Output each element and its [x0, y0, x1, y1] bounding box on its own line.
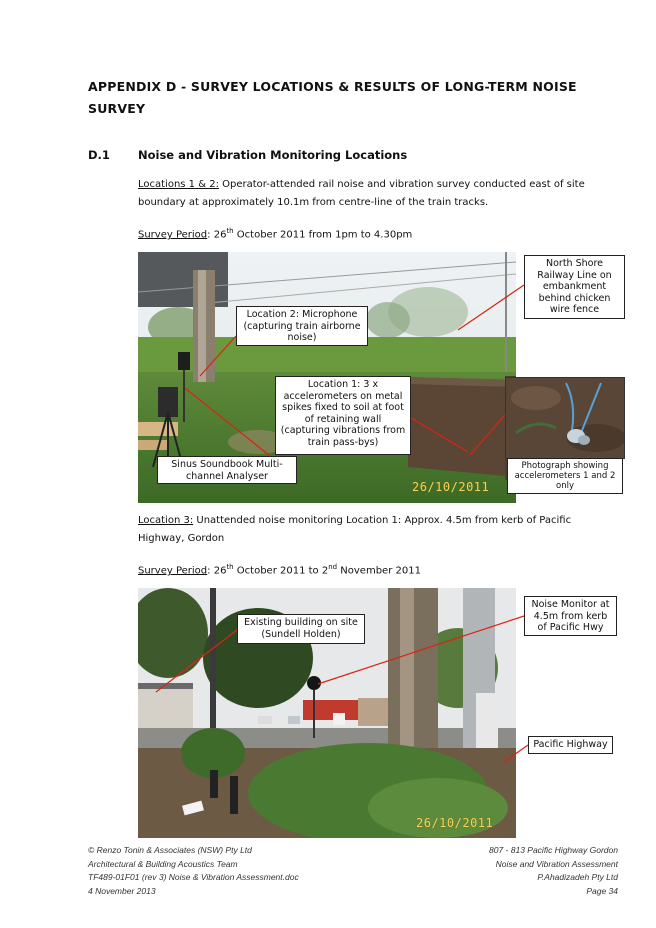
footer-client: P.Ahadizadeh Pty Ltd: [537, 872, 618, 882]
footer-project-address: 807 - 813 Pacific Highway Gordon: [489, 845, 618, 855]
pointer-north-shore: [458, 285, 524, 330]
noise-monitor-callout: Noise Monitor at 4.5m from kerb of Pacific Hwy: [524, 596, 617, 636]
survey-period-2-rest: November 2011: [337, 565, 421, 577]
survey-period-2-end-suffix: nd: [328, 563, 338, 571]
pointer-soundbook: [185, 388, 270, 456]
footer-left: [88, 844, 368, 898]
survey-period-1-label: Survey Period: [138, 229, 208, 241]
appendix-title-line1: APPENDIX D - SURVEY LOCATIONS & RESULTS OF LONG-TERM NOISE: [88, 79, 577, 94]
location-1-accelerometers-callout: Location 1: 3 x accelerometers on metal spikes fixed to soil at foot of retaining wall (capturing vibrations from train pass-bys): [275, 376, 411, 455]
survey-period-2-start-suffix: th: [226, 563, 234, 571]
pacific-highway-callout: Pacific Highway: [528, 736, 613, 754]
pointer-building: [156, 630, 237, 692]
date-stamp-2: 26/10/2011: [416, 816, 494, 830]
date-stamp-1: 26/10/2011: [412, 480, 490, 494]
pointer-microphone: [200, 336, 236, 376]
pointer-accelerometer: [470, 415, 505, 455]
survey-period-2-label: Survey Period: [138, 565, 208, 577]
footer-team: Architectural & Building Acoustics Team: [88, 858, 238, 869]
appendix-title-line2: SURVEY: [88, 101, 146, 116]
survey-period-2-mid: October 2011 to 2: [233, 565, 329, 577]
locations-1-2-label: Locations 1 & 2:: [138, 179, 219, 190]
section-title: Noise and Vibration Monitoring Locations: [138, 148, 408, 162]
pointer-highway: [504, 745, 528, 762]
footer-report-title: Noise and Vibration Assessment: [495, 858, 618, 869]
footer-company: © Renzo Tonin & Associates (NSW) Pty Ltd: [88, 845, 252, 855]
location-3-text: Unattended noise monitoring Location 1: Approx. 4.5m from kerb of Pacific Highway, Gordon: [138, 515, 572, 544]
footer-date: 4 November 2013: [88, 885, 156, 896]
survey-period-2-start-day: : 26: [207, 565, 227, 577]
section-number: D.1: [88, 148, 110, 162]
locations-1-2-text: Operator-attended rail noise and vibration survey conducted east of site boundary at approximately 10.1m from centre-line of the train tracks.: [138, 179, 585, 208]
pointer-location-1: [411, 418, 468, 452]
survey-period-1-suffix: th: [226, 227, 234, 235]
footer-right: [380, 844, 618, 898]
microphone-callout: Location 2: Microphone (capturing train airborne noise): [236, 306, 368, 346]
location-3-label: Location 3:: [138, 515, 194, 526]
pointer-noise-monitor: [318, 616, 524, 684]
footer-page-number: Page 34: [586, 885, 618, 896]
survey-period-1-rest: October 2011 from 1pm to 4.30pm: [233, 229, 413, 241]
existing-building-callout: Existing building on site (Sundell Holden): [237, 614, 365, 644]
footer-document-ref: TF489-01F01 (rev 3) Noise & Vibration Assessment.doc: [88, 872, 299, 882]
accelerometers-photo-callout: Photograph showing accelerometers 1 and 2 only: [507, 458, 623, 494]
soundbook-analyser-callout: Sinus Soundbook Multi-channel Analyser: [157, 456, 297, 484]
north-shore-railway-callout: North Shore Railway Line on embankment behind chicken wire fence: [524, 255, 625, 319]
survey-period-1-day: : 26: [207, 229, 227, 241]
